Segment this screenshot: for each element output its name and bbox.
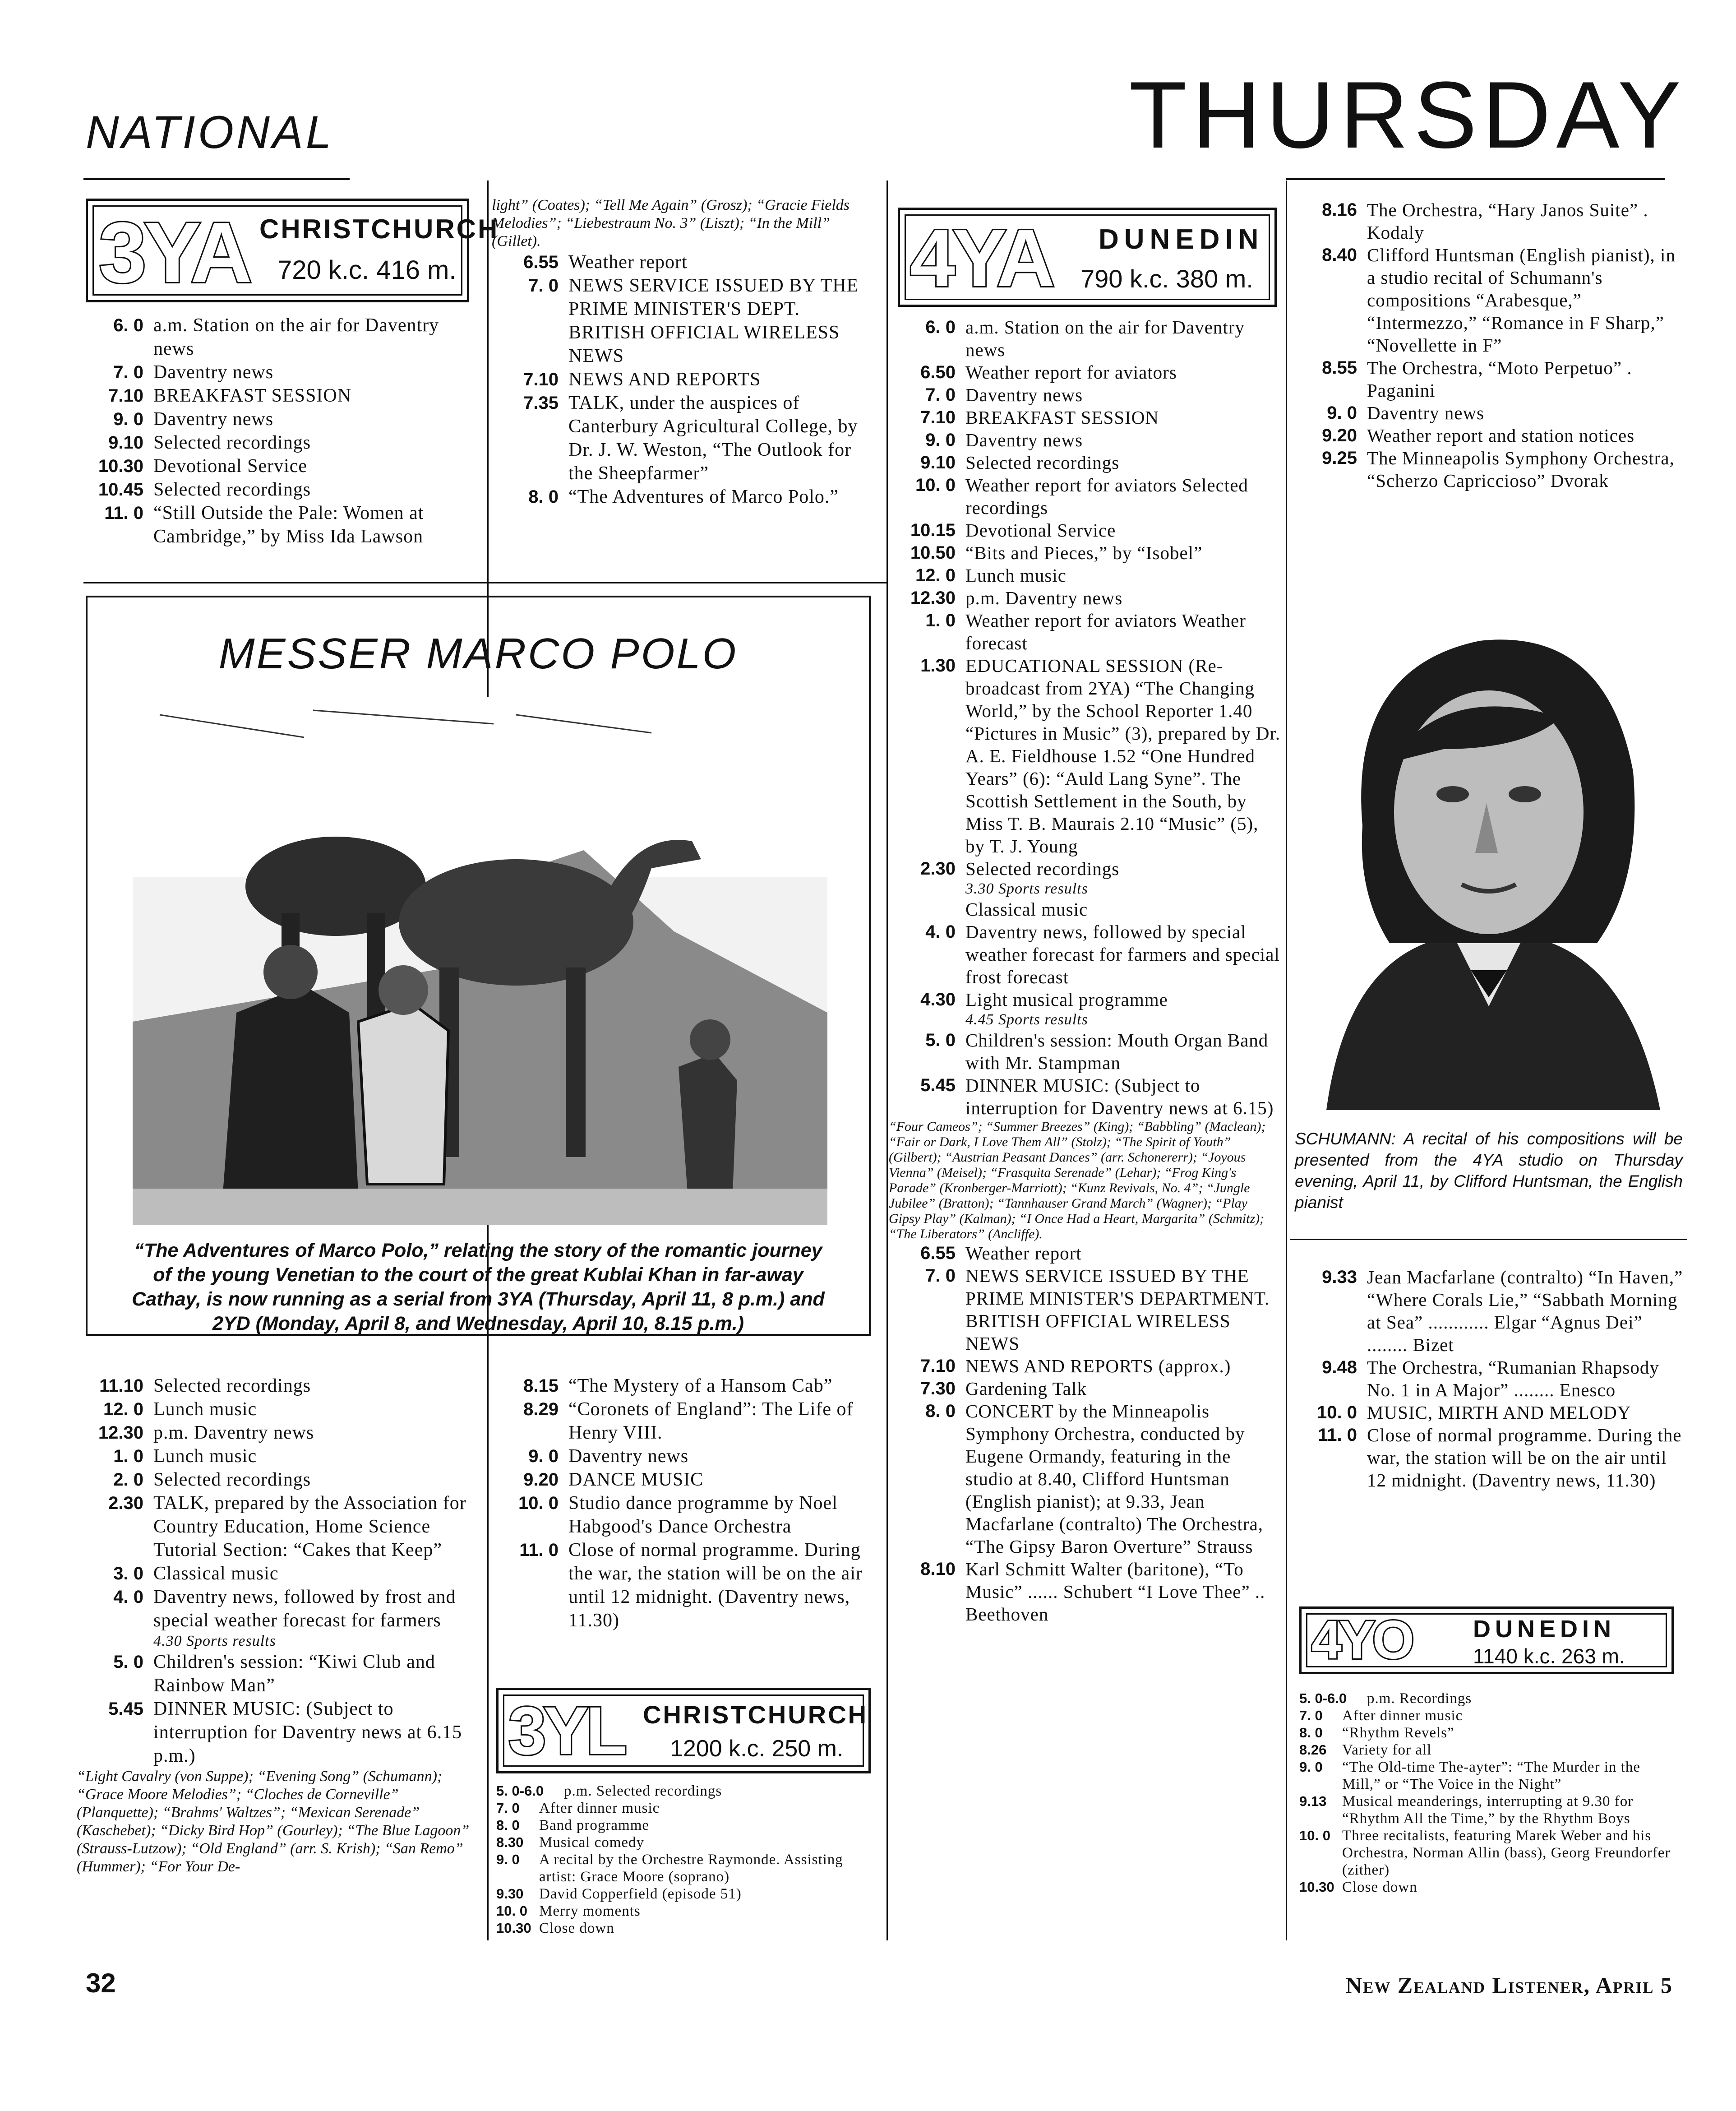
list-item: 6. 0 a.m. Station on the air for Daventry news <box>925 317 1245 360</box>
list-item: 10. 0 Merry moments <box>496 1903 641 1919</box>
list-item: 9.20 Weather report and station notices <box>1322 425 1635 446</box>
list-item: 9.25 The Minneapolis Symphony Orchestra, “Scherzo Capriccioso” Dvorak <box>1322 448 1675 491</box>
list-item: 7. 0 After dinner music <box>496 1800 660 1816</box>
section-label: NATIONAL <box>86 106 334 158</box>
list-item: 9. 0 “The Old-time The-ayter”: “The Murder in the Mill,” or “The Voice in the Night” <box>1299 1759 1640 1792</box>
list-item: 5. 0-6.0 p.m. Recordings <box>1299 1690 1472 1707</box>
list-item: 12.30 p.m. Daventry news <box>910 588 1123 608</box>
list-item: 8. 0 CONCERT by the Minneapolis Symphony Orchestra, conducted by Eugene Ormandy, featuring in the studio at 8.40, Clifford Huntsman (English pianist); at 9.33, Jean Macfarlane (contralto) The Orchestra, “The Gipsy Baron Overture” Strauss <box>925 1401 1264 1557</box>
station-city: CHRISTCHURCH <box>643 1700 868 1729</box>
list-item: 4. 0 Daventry news, followed by special weather forecast for farmers and special frost forecast <box>925 921 1280 987</box>
column-divider-3 <box>1286 181 1287 1940</box>
station-city: DUNEDIN <box>1473 1616 1616 1643</box>
feature-top-rule <box>83 582 886 583</box>
list-item: 1. 0 Weather report for aviators Weather forecast <box>925 610 1246 653</box>
list-item: 11. 0 Close of normal programme. During the war, the station will be on the air until 12 midnight. (Daventry news, 11.30) <box>1318 1425 1682 1491</box>
list-item: 6. 0 a.m. Station on the air for Daventry news <box>113 315 439 359</box>
list-item: 9. 0 A recital by the Orchestre Raymonde. Assisting artist: Grace Moore (soprano) <box>496 1852 843 1885</box>
schedule-3yl <box>496 1782 880 1937</box>
list-item: 5.45 DINNER MUSIC: (Subject to interruption for Daventry news at 6.15) <box>920 1075 1274 1118</box>
list-item: 10.30 Close down <box>496 1920 614 1936</box>
schedule-4ya <box>889 316 1281 1625</box>
schedule-3ya-night <box>492 1374 880 1632</box>
list-item: 8. 0 “The Adventures of Marco Polo.” <box>528 486 839 507</box>
station-frequency: 790 k.c. 380 m. <box>1080 264 1253 293</box>
list-item: 9. 0 Daventry news <box>1327 403 1485 423</box>
list-item: 8.16 The Orchestra, “Hary Janos Suite” . Kodaly <box>1322 199 1648 243</box>
list-item: 9.33 Jean Macfarlane (contralto) “In Haven,” “Where Corals Lie,” “Sabbath Morning at Sea” ............ Elgar “Agnus Dei” ........ Bizet <box>1322 1267 1683 1355</box>
station-city: CHRISTCHURCH <box>259 214 499 244</box>
list-item: 6.55 Weather report <box>920 1243 1082 1264</box>
callsign: 3YL <box>508 1693 625 1768</box>
music-notes: light” (Coates); “Tell Me Again” (Grosz); “Gracie Fields Melodies”; “Liebestraum No. 3” (Liszt); “In the Mill” (Gillet). <box>492 197 850 250</box>
list-item: 8.10 Karl Schmitt Walter (baritone), “To Music” ...... Schubert “I Love Thee” .. Beethoven <box>920 1559 1265 1625</box>
list-item: 8.15 “The Mystery of a Hansom Cab” <box>523 1375 833 1396</box>
list-item: 10.30 Devotional Service <box>98 456 308 477</box>
list-item: 1.30 EDUCATIONAL SESSION (Re-broadcast from 2YA) “The Changing World,” by the School Reporter 1.40 “Pictures in Music” (3), prepared by Dr. A. E. Fieldhouse 1.52 “One Hundred Years” (6): “Auld Lang Syne”. The Scottish Settlement in the South, by Miss T. B. Maurais 2.10 “Music” (5), by T. J. Young <box>920 655 1281 856</box>
list-item: 10. 0 MUSIC, MIRTH AND MELODY <box>1317 1402 1631 1423</box>
list-item: 11. 0 Close of normal programme. During the war, the station will be on the air until 12 midnight. (Daventry news, 11.30) <box>519 1540 863 1631</box>
list-item: 10. 0 Weather report for aviators Selected recordings <box>915 475 1248 518</box>
list-item: 12. 0 Lunch music <box>915 565 1067 586</box>
list-item: 7. 0 After dinner music <box>1299 1708 1463 1724</box>
station-logo-3yl <box>496 1688 871 1773</box>
list-item: 11.10 Selected recordings <box>99 1375 311 1396</box>
list-item: Classical music <box>965 899 1088 920</box>
column-divider-2 <box>886 181 888 1940</box>
list-item: 8.26 Variety for all <box>1299 1742 1432 1758</box>
list-item: 5.45 DINNER MUSIC: (Subject to interruption for Daventry news at 6.15 p.m.) <box>108 1699 462 1766</box>
list-item: 4. 0 Daventry news, followed by frost and special weather forecast for farmers <box>113 1587 456 1631</box>
music-notes: “Four Cameos”; “Summer Breezes” (King); “Babbling” (Maclean); “Fair or Dark, I Love Them All” (Stolz); “The Spirit of Youth” (Gilbert); “Austrian Peasant Dances” (arr. Schonererr); “Joyous Vienna” (Meisel); “Frasquita Serenade” (Lehar); “Frog King's Parade” (Kronberger-Marriott); “Kunz Revivals, No. 4”; “Jungle Jubilee” (Bratton); “Tannhauser Grand March” (Wagner); “Play Gipsy Play” (Kalman); “I Once Had a Heart, Margarita” (Schmitz); “The Liberators” (Ancliffe). <box>889 1119 1266 1241</box>
list-item: 2.30 Selected recordings <box>920 858 1120 879</box>
feature-caption: “The Adventures of Marco Polo,” relating the story of the romantic journey of the young Venetian to the court of the great Kublai Khan in far-away Cathay, is now running as a serial from 3YA (Thursday, April 11, 8 p.m.) and 2YD (Monday, April 8, and Wednesday, April 10, 8.15 p.m.) <box>132 1240 825 1334</box>
list-item: 10.30 Close down <box>1299 1879 1417 1895</box>
list-item: 6.50 Weather report for aviators <box>920 362 1177 383</box>
station-frequency: 1140 k.c. 263 m. <box>1473 1644 1625 1668</box>
list-item: 10.15 Devotional Service <box>910 520 1116 541</box>
list-item: 7.10 BREAKFAST SESSION <box>108 385 352 406</box>
list-item: 8.30 Musical comedy <box>496 1834 645 1851</box>
list-item: 6.55 Weather report <box>523 252 688 273</box>
list-item: 7.30 Gardening Talk <box>920 1378 1087 1399</box>
list-item: 9. 0 Daventry news <box>113 409 274 430</box>
list-item: 7. 0 Daventry news <box>925 384 1083 405</box>
list-item: 12. 0 Lunch music <box>103 1399 257 1420</box>
schedule-3ya-morning <box>77 314 474 548</box>
list-item: 2. 0 Selected recordings <box>113 1469 311 1490</box>
station-logo-4ya <box>898 208 1277 307</box>
list-item: 10.50 “Bits and Pieces,” by “Isobel” <box>910 542 1203 563</box>
list-item: 8.40 Clifford Huntsman (English pianist), in a studio recital of Schumann's compositions “Arabesque,” “Intermezzo,” “Romance in F Sharp,” “Novellette in F” <box>1322 245 1676 356</box>
portrait-caption: SCHUMANN: A recital of his compositions will be presented from the 4YA studio on Thursday evening, April 11, by Clifford Huntsman, the English pianist <box>1295 1130 1683 1212</box>
station-logo-4yo <box>1299 1606 1674 1674</box>
list-item: 11. 0 “Still Outside the Pale: Women at Cambridge,” by Miss Ida Lawson <box>104 503 424 547</box>
list-item: 5. 0-6.0 p.m. Selected recordings <box>496 1783 722 1799</box>
list-item: 7.10 NEWS AND REPORTS <box>523 369 761 390</box>
station-frequency: 720 k.c. 416 m. <box>277 255 457 285</box>
list-item: 8. 0 Band programme <box>496 1817 650 1833</box>
list-item: 4.30 Light musical programme <box>920 989 1168 1010</box>
page-number: 32 <box>86 1968 116 1998</box>
list-item: 5. 0 Children's session: Mouth Organ Band with Mr. Stampman <box>925 1030 1269 1073</box>
feature-title: MESSER MARCO POLO <box>218 630 738 678</box>
day-title: THURSDAY <box>1129 62 1686 168</box>
list-item: 3. 0 Classical music <box>113 1563 279 1584</box>
music-notes: “Light Cavalry (von Suppe); “Evening Song” (Schumann); “Grace Moore Melodies”; “Cloches de Corneville” (Planquette); “Brahms' Waltzes”; “Mexican Serenade” (Kaschebet); “Dicky Bird Hop” (Gourley); “The Blue Lagoon” (Strauss-Lutzow); “Old England” (arr. S. Krish); “San Remo” (Hummer); “For Your De- <box>77 1768 470 1875</box>
station-city: DUNEDIN <box>1099 224 1264 255</box>
header-rule-left <box>83 178 350 180</box>
feature-box <box>86 596 871 1336</box>
list-item: 9. 0 Daventry news <box>528 1446 689 1467</box>
list-item: 7. 0 NEWS SERVICE ISSUED BY THE PRIME MINISTER'S DEPT. BRITISH OFFICIAL WIRELESS NEWS <box>528 275 859 366</box>
list-item: 9. 0 Daventry news <box>925 430 1083 450</box>
schedule-4yo <box>1299 1690 1683 1896</box>
list-item: 10.45 Selected recordings <box>98 479 311 500</box>
callsign: 3YA <box>99 205 250 301</box>
list-item: 12.30 p.m. Daventry news <box>98 1422 314 1443</box>
list-item: 7.10 NEWS AND REPORTS (approx.) <box>920 1356 1231 1376</box>
list-item: 9.10 Selected recordings <box>920 452 1120 473</box>
list-item: 8. 0 “Rhythm Revels” <box>1299 1725 1454 1741</box>
list-item: 9.13 Musical meanderings, interrupting at 9.30 for “Rhythm All the Time,” by the Rhythm Boys <box>1299 1793 1634 1827</box>
list-item: 7. 0 NEWS SERVICE ISSUED BY THE PRIME MINISTER'S DEPARTMENT. BRITISH OFFICIAL WIRELESS NEWS <box>925 1265 1270 1354</box>
list-item: 3.30 Sports results <box>965 880 1088 897</box>
list-item: 10. 0 Studio dance programme by Noel Habgood's Dance Orchestra <box>518 1493 838 1537</box>
schedule-3ya-afternoon <box>77 1374 478 1876</box>
list-item: 5. 0 Children's session: “Kiwi Club and Rainbow Man” <box>113 1652 435 1696</box>
list-item: 9.10 Selected recordings <box>108 432 311 453</box>
schedule-4ya-late <box>1290 1266 1687 1491</box>
schedule-3ya-evening <box>492 196 880 509</box>
list-item: 8.29 “Coronets of England”: The Life of Henry VIII. <box>523 1399 854 1443</box>
list-item: 8.55 The Orchestra, “Moto Perpetuo” . Paganini <box>1322 357 1632 401</box>
callsign: 4YO <box>1311 1610 1412 1670</box>
list-item: 10. 0 Three recitalists, featuring Marek Weber and his Orchestra, Norman Allin (bass), Georg Freundorfer (zither) <box>1299 1828 1671 1878</box>
list-item: 9.30 David Copperfield (episode 51) <box>496 1886 742 1902</box>
station-logo-3ya <box>86 199 499 302</box>
list-item: 9.20 DANCE MUSIC <box>523 1469 704 1490</box>
list-item: 7. 0 Daventry news <box>113 362 274 383</box>
list-item: 9.48 The Orchestra, “Rumanian Rhapsody No. 1 in A Major” ........ Enesco <box>1322 1357 1659 1400</box>
list-item: 7.35 TALK, under the auspices of Canterbury Agricultural College, by Dr. J. W. Weston, “The Outlook for the Sheepfarmer” <box>523 393 858 484</box>
list-item: 4.45 Sports results <box>965 1011 1088 1028</box>
publication-line: New Zealand Listener, April 5 <box>1345 1972 1673 1998</box>
callsign: 4YA <box>910 213 1053 304</box>
schedule-4ya-night <box>1290 199 1687 492</box>
list-item: 7.10 BREAKFAST SESSION <box>920 407 1159 428</box>
caption-rule <box>1290 1239 1687 1240</box>
list-item: 1. 0 Lunch music <box>113 1446 257 1467</box>
marco-polo-illustration <box>133 697 827 1225</box>
schumann-portrait <box>1308 600 1669 1110</box>
header-rule-right <box>1286 178 1665 180</box>
list-item: 2.30 TALK, prepared by the Association for Country Education, Home Science Tutorial Section: “Cakes that Keep” <box>108 1493 466 1560</box>
list-item: 4.30 Sports results <box>153 1633 276 1649</box>
station-frequency: 1200 k.c. 250 m. <box>670 1736 844 1762</box>
